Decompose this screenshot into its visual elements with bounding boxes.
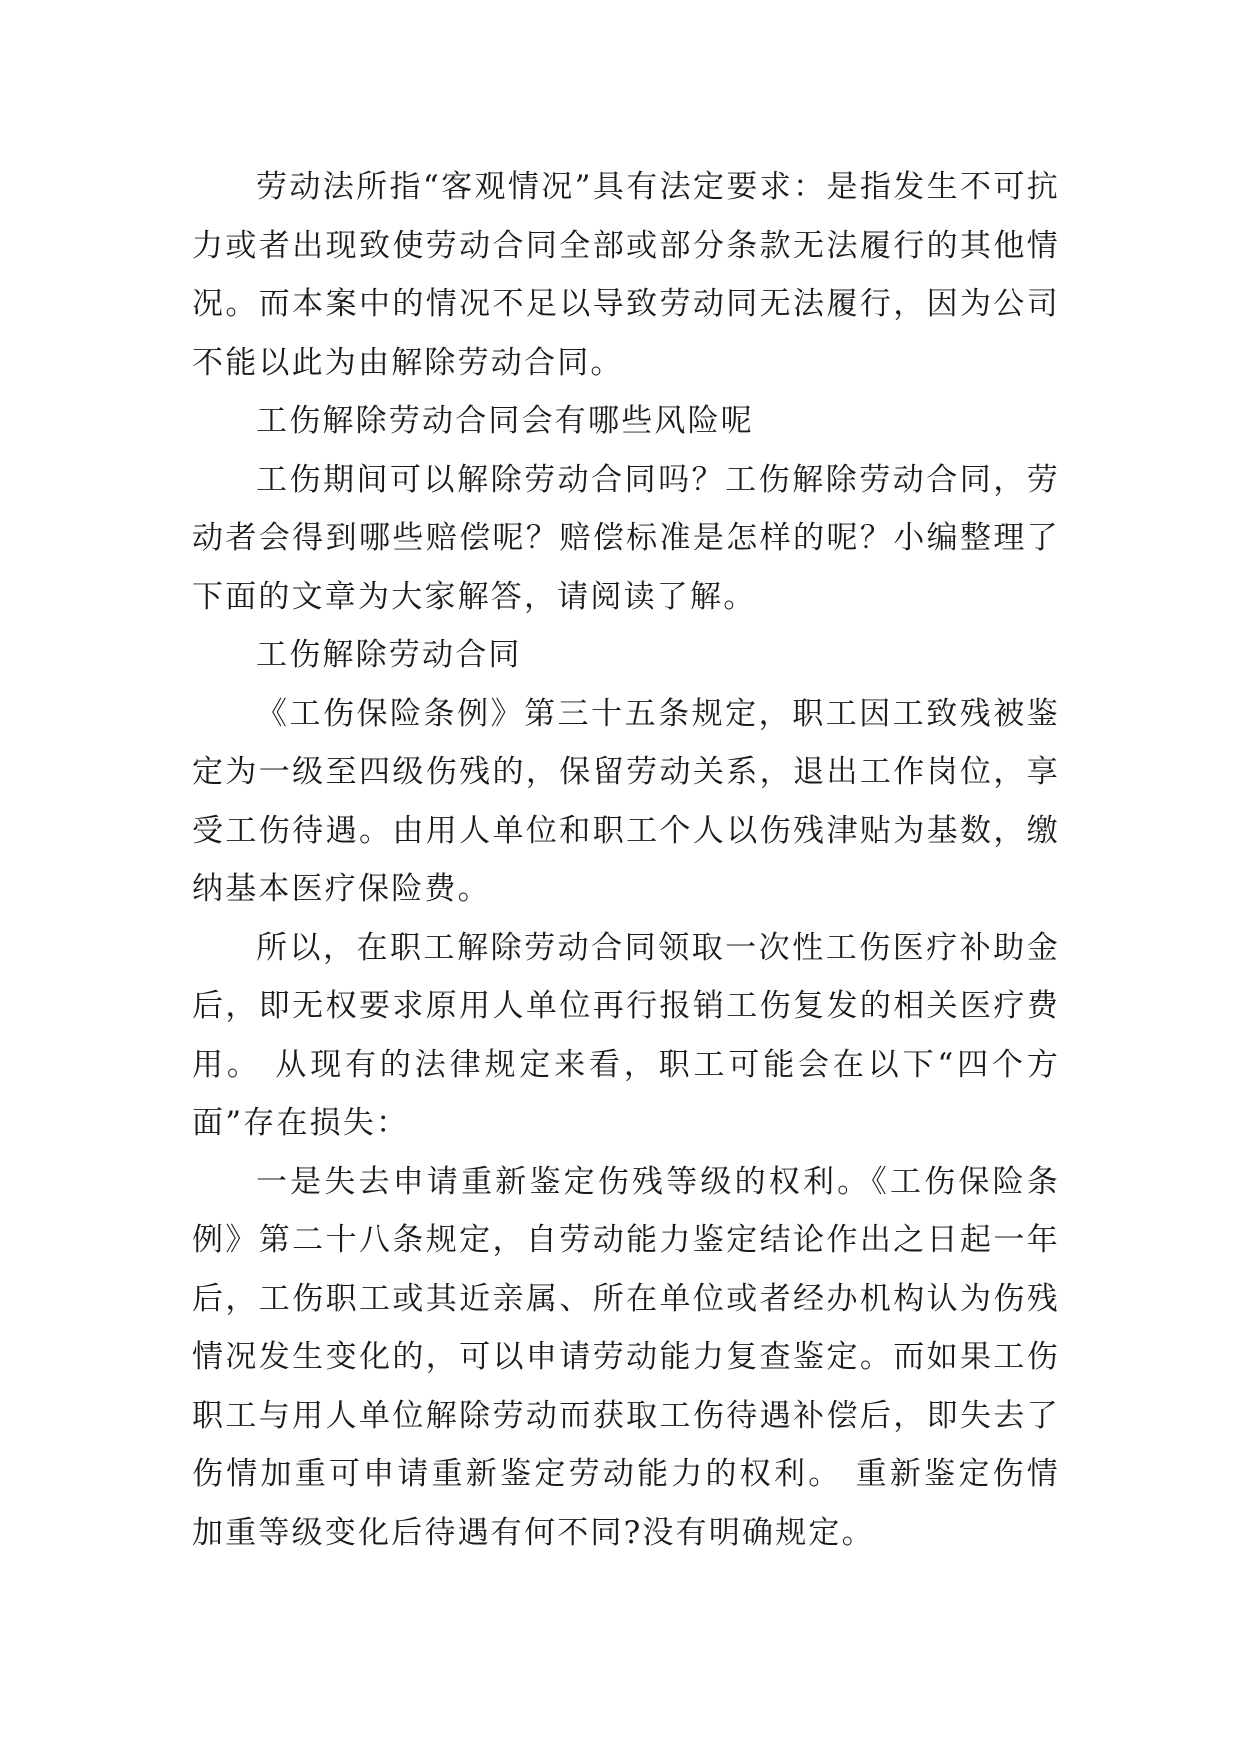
paragraph-losses-overview: 所以，在职工解除劳动合同领取一次性工伤医疗补助金后，即无权要求原用人单位再行报销工伤复发的相关医疗费用。 从现有的法律规定来看，职工可能会在以下“四个方面”存在损失：: [192, 929, 1060, 1141]
heading-risks: 工伤解除劳动合同会有哪些风险呢: [256, 403, 754, 439]
paragraph-intro-question: 工伤期间可以解除劳动合同吗？工伤解除劳动合同，劳动者会得到哪些赔偿呢？赔偿标准是怎样的呢？小编整理了下面的文章为大家解答，请阅读了解。: [192, 461, 1060, 615]
paragraph-loss-one: 一是失去申请重新鉴定伤残等级的权利。《工伤保险条例》第二十八条规定，自劳动能力鉴定结论作出之日起一年后，工伤职工或其近亲属、所在单位或者经办机构认为伤残情况发生变化的，可以申请劳动能力复查鉴定。而如果工伤职工与用人单位解除劳动而获取工伤待遇补偿后，即失去了伤情加重可申请重新鉴定劳动能力的权利。 重新鉴定伤情加重等级变化后待遇有何不同?没有明确规定。: [192, 1163, 1060, 1551]
heading-termination: 工伤解除劳动合同: [256, 637, 522, 673]
paragraph-article-35: 《工伤保险条例》第三十五条规定，职工因工致残被鉴定为一级至四级伤残的，保留劳动关系，退出工作岗位，享受工伤待遇。由用人单位和职工个人以伤残津贴为基数，缴纳基本医疗保险费。: [192, 695, 1060, 907]
document-body: [192, 158, 1060, 1562]
paragraph-objective-circumstances: 劳动法所指“客观情况”具有法定要求：是指发生不可抗力或者出现致使劳动合同全部或部分条款无法履行的其他情况。而本案中的情况不足以导致劳动同无法履行，因为公司不能以此为由解除劳动合同。: [192, 169, 1060, 381]
